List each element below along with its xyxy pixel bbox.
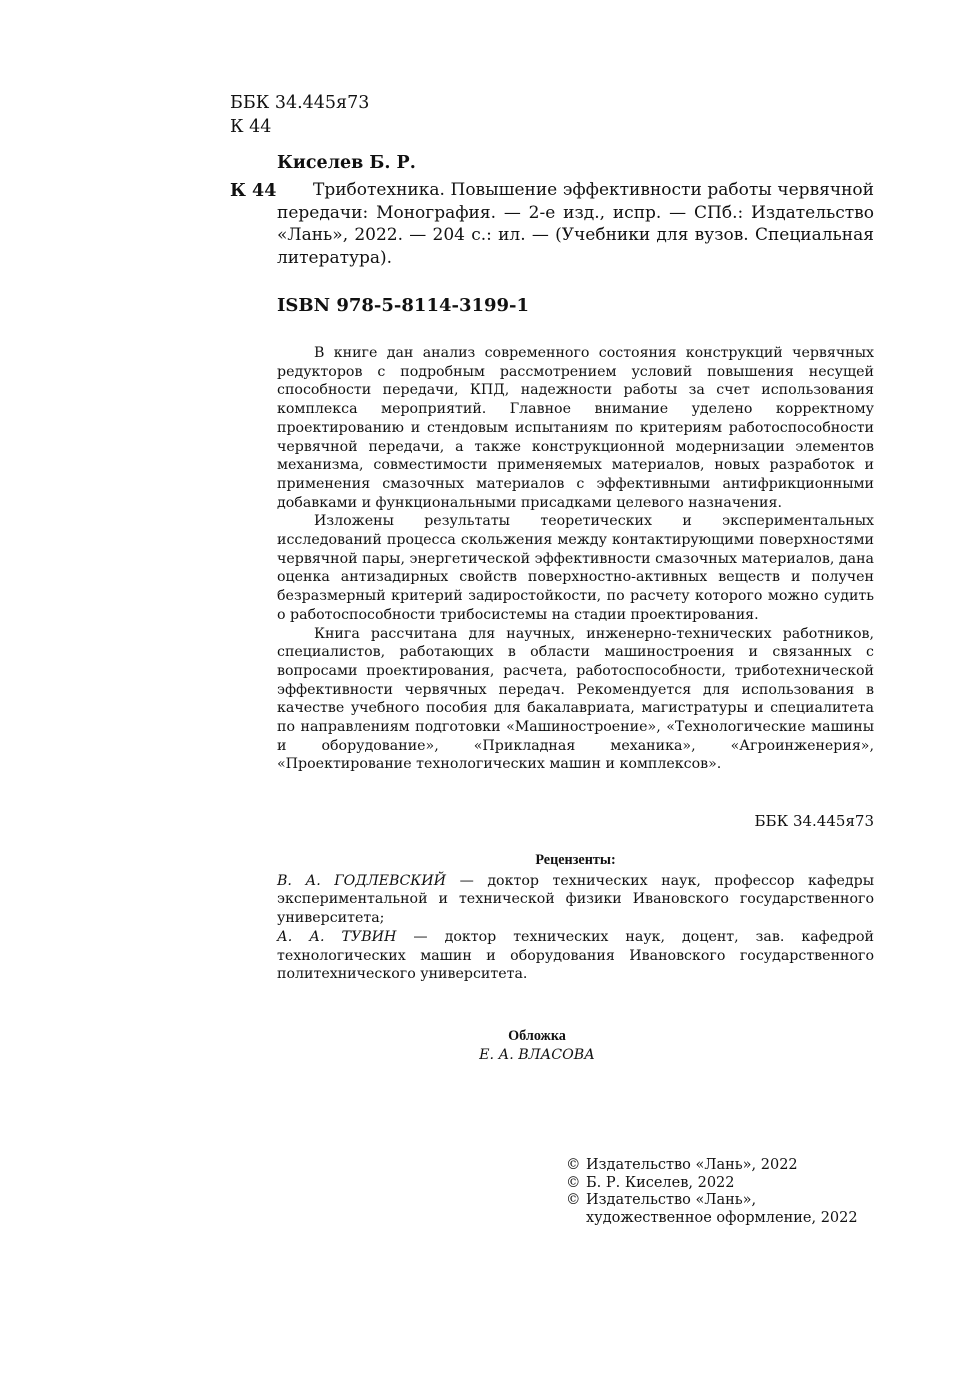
- copyright-text: Б. Р. Киселев, 2022: [586, 1174, 735, 1191]
- copyright-icon: ©: [566, 1174, 581, 1191]
- annotation: [277, 344, 874, 774]
- reviewers-section: [277, 851, 874, 984]
- reviewer-entry: [277, 872, 874, 928]
- reviewer-description: — доктор технических наук, доцент, зав. кафедрой технологических машин и оборудования Ивановского государственного политехнического университета.: [277, 928, 874, 983]
- annotation-paragraph: Книга рассчитана для научных, инженерно-технических работников, специалистов, работающих в области машиностроения и связанных с вопросами проектирования, расчета, работоспособности, триботехнической эффективности червячных передач. Рекомендуется для использования в качестве учебного пособия для бакалавриата, магистратуры и специалитета по направлениям подготовки «Машиностроение», «Технологические машины и оборудование», «Прикладная механика», «Агроинженерия», «Проектирование технологических машин и комплексов».: [277, 625, 874, 773]
- reviewer-name: В. А. ГОДЛЕВСКИЙ: [277, 872, 447, 889]
- reviewer-entry: [277, 928, 874, 984]
- annotation-paragraph: В книге дан анализ современного состояния конструкций червячных редукторов с подробным рассмотрением условий повышения несущей способности передачи, КПД, надежности работы за счет использования комплекса мероприятий. Главное внимание уделено корректному проектированию и стендовым испытаниям по критериям работоспособности червячной передачи, а также конструкционной модернизации элементов механизма, совместимости применяемых материалов, новых разработок и применения смазочных материалов с эффективными антифрикционными добавками и функциональными присадками целевого назначения.: [277, 345, 874, 511]
- copyright-line: [566, 1157, 858, 1175]
- copyright-block: [566, 1157, 858, 1227]
- author-mark: К 44: [230, 117, 272, 137]
- reviewer-name: А. А. ТУВИН: [277, 928, 397, 945]
- classification-block: [230, 91, 369, 139]
- isbn: ISBN 978-5-8114-3199-1: [277, 295, 530, 316]
- author-mark-entry: К 44: [230, 181, 277, 201]
- bbk-code: ББК 34.445я73: [230, 93, 370, 113]
- bbk-code-right: ББК 34.445я73: [754, 812, 874, 830]
- copyright-text: Издательство «Лань»,: [586, 1192, 757, 1209]
- reviewers-title: Рецензенты:: [535, 852, 616, 868]
- copyright-icon: ©: [566, 1192, 581, 1209]
- cover-title: Обложка: [508, 1028, 566, 1044]
- annotation-paragraph: Изложены результаты теоретических и экспериментальных исследований процесса скольжения между контактирующими поверхностями червячной пары, энергетической эффективности смазочных материалов, дана оценка антизадирных свойств поверхностно-активных веществ и получен безразмерный критерий задиростойкости, по расчету которого можно судить о работоспособности трибосистемы на стадии проектирования.: [277, 513, 874, 623]
- cover-credit: [277, 1027, 797, 1064]
- reviewer-description: — доктор технических наук, профессор кафедры экспериментальной и технической физики Ивановского государственного университета;: [277, 872, 874, 927]
- author-name: Киселев Б. Р.: [277, 153, 416, 173]
- cover-designer: Е. А. ВЛАСОВА: [479, 1046, 595, 1063]
- copyright-line: [566, 1175, 858, 1193]
- copyright-line: [566, 1192, 858, 1210]
- copyright-icon: ©: [566, 1157, 581, 1173]
- copyright-continuation: художественное оформление, 2022: [586, 1209, 858, 1226]
- bibliographic-description: Триботехника. Повышение эффективности работы червячной передачи: Монография. — 2-е изд., испр. — СПб.: Издательство «Лань», 2022. — 204 с.: ил. — (Учебники для вузов. Специальная литература).: [277, 180, 874, 268]
- copyright-text: Издательство «Лань», 2022: [586, 1157, 798, 1173]
